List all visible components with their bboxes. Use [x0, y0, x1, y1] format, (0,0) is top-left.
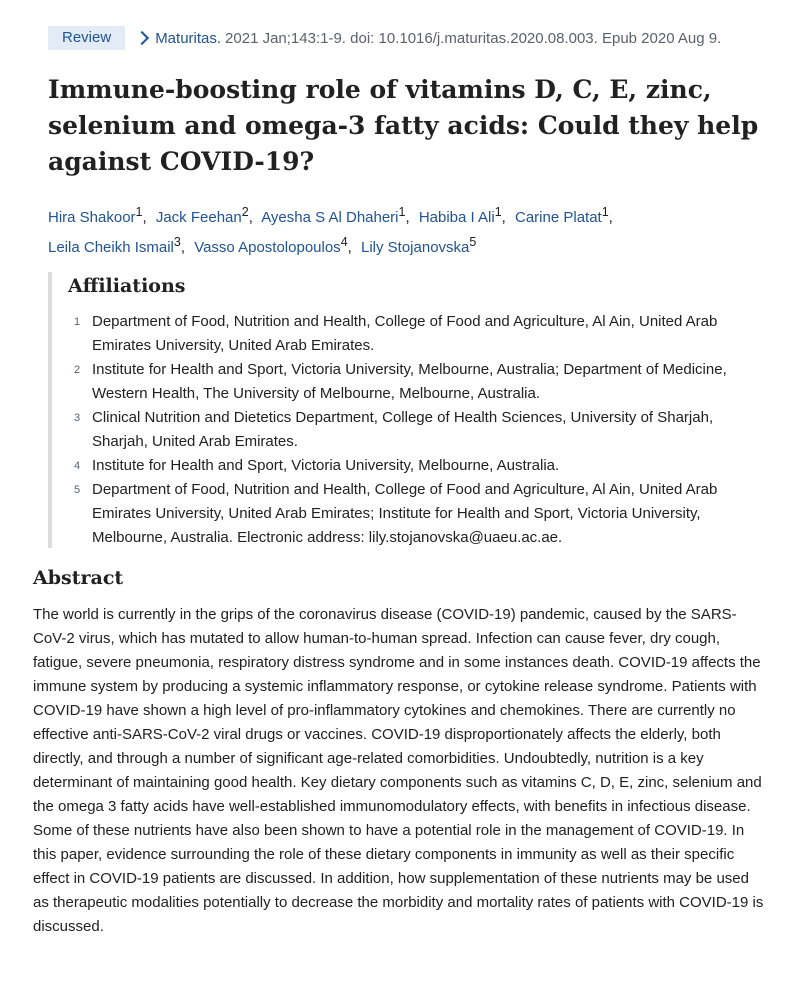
author-affiliation-ref[interactable]: 3: [173, 235, 181, 249]
author-link[interactable]: Lily Stojanovska: [360, 239, 470, 256]
author-affiliation-ref[interactable]: 1: [135, 205, 143, 219]
author-link[interactable]: Carine Platat: [515, 209, 602, 226]
abstract-heading: Abstract: [33, 567, 124, 589]
affiliation-text: Department of Food, Nutrition and Health, College of Food and Agriculture, Al Ain, United Arab Emirates University, United Arab Emirates.: [92, 313, 718, 354]
author-affiliation-ref[interactable]: 1: [398, 205, 406, 219]
author-affiliation-ref[interactable]: 2: [241, 205, 249, 219]
author-link[interactable]: Jack Feehan: [155, 209, 242, 226]
author-affiliation-ref[interactable]: 4: [340, 235, 348, 249]
author-link[interactable]: Ayesha S Al Dhaheri: [261, 209, 399, 226]
affiliation-number: 2: [74, 364, 81, 376]
affiliations-list: [68, 310, 768, 550]
author-affiliation-ref[interactable]: 1: [494, 205, 502, 219]
author-link[interactable]: Leila Cheikh Ismail: [48, 239, 174, 256]
citation-line: [48, 26, 721, 50]
abstract-text: The world is currently in the grips of the coronavirus disease (COVID-19) pandemic, caused by the SARS-CoV-2 virus, which has mutated to allow human-to-human spread. Infection can cause fever, dry cough, fatigue, severe pneumonia, respiratory distress syndrome and in some instances death. COVID-19 affects the immune system by producing a systemic inflammatory response, or cytokine release syndrome. Patients with COVID-19 have shown a high level of pro-inflammatory cytokines and chemokines. There are currently no effective anti-SARS-CoV-2 viral drugs or vaccines. COVID-19 disproportionately affects the elderly, both directly, and through a number of significant age-related comorbidities. Undoubtedly, nutrition is a key determinant of maintaining good health. Key dietary components such as vitamins C, D, E, zinc, selenium and the omega 3 fatty acids have well-established immunomodulatory effects, with benefits in infectious disease. Some of these nutrients have also been shown to have a potential role in the management of COVID-19. In this paper, evidence surrounding the role of these dietary components in immunity as well as their specific effect in COVID-19 patients are discussed. In addition, how supplementation of these nutrients may be used as therapeutic modalities potentially to decrease the morbidity and mortality rates of patients with COVID-19 is discussed.: [33, 606, 764, 935]
affiliations-heading: Affiliations: [68, 275, 186, 297]
author-item: Ayesha S Al Dhaheri$^1$,: [261, 205, 410, 226]
affiliation-number: 3: [74, 412, 81, 424]
author-link[interactable]: Hira Shakoor: [48, 209, 136, 226]
affiliation-text: Clinical Nutrition and Dietetics Department, College of Health Sciences, University of Sharjah, Sharjah, United Arab Emirates.: [92, 409, 714, 450]
affiliation-text: Institute for Health and Sport, Victoria University, Melbourne, Australia.: [92, 457, 560, 474]
affiliation-item: [68, 310, 768, 358]
author-link[interactable]: Vasso Apostolopoulos: [194, 239, 341, 256]
author-item: Carine Platat$^1$,: [515, 205, 613, 226]
author-item: Leila Cheikh Ismail$^3$,: [48, 235, 186, 256]
author-link[interactable]: Habiba I Ali: [418, 209, 495, 226]
affiliation-text: Institute for Health and Sport, Victoria University, Melbourne, Australia; Department of Medicine, Western Health, The University of Melbourne, Melbourne, Australia.: [92, 361, 727, 402]
affiliation-number: 1: [74, 316, 81, 328]
journal-link[interactable]: Maturitas.: [155, 29, 222, 47]
affiliation-text: Department of Food, Nutrition and Health, College of Food and Agriculture, Al Ain, United Arab Emirates University, United Arab Emirates; Institute for Health and Sport, Victoria University, Melbourne, Australia. Electronic address: lily.stojanovska@uaeu.ac.ae.: [92, 481, 718, 546]
affiliation-item: [68, 454, 768, 478]
affiliation-item: [68, 358, 768, 406]
affiliations-panel: [48, 272, 768, 548]
author-item: Jack Feehan$^2$,: [155, 205, 253, 226]
affiliation-number: 4: [74, 460, 81, 472]
author-affiliation-ref[interactable]: 5: [469, 235, 477, 249]
affiliation-number: 5: [74, 484, 81, 496]
chevron-right-icon[interactable]: [135, 31, 149, 45]
article-title: Immune-boosting role of vitamins D, C, E, zinc, selenium and omega-3 fatty acids: Could they help against COVID-19?: [48, 75, 759, 176]
author-item: [360, 235, 481, 256]
affiliation-item: [68, 406, 768, 454]
author-item: Hira Shakoor$^1$,: [48, 205, 147, 226]
citation-details: 2021 Jan;143:1-9. doi: 10.1016/j.maturitas.2020.08.003. Epub 2020 Aug 9.: [225, 29, 722, 47]
author-item: Vasso Apostolopoulos$^4$,: [194, 235, 352, 256]
publication-type-badge: Review: [48, 26, 125, 50]
author-item: Habiba I Ali$^1$,: [418, 205, 506, 226]
author-affiliation-ref[interactable]: 1: [601, 205, 609, 219]
author-list: [48, 200, 768, 260]
affiliation-item: [68, 478, 768, 550]
